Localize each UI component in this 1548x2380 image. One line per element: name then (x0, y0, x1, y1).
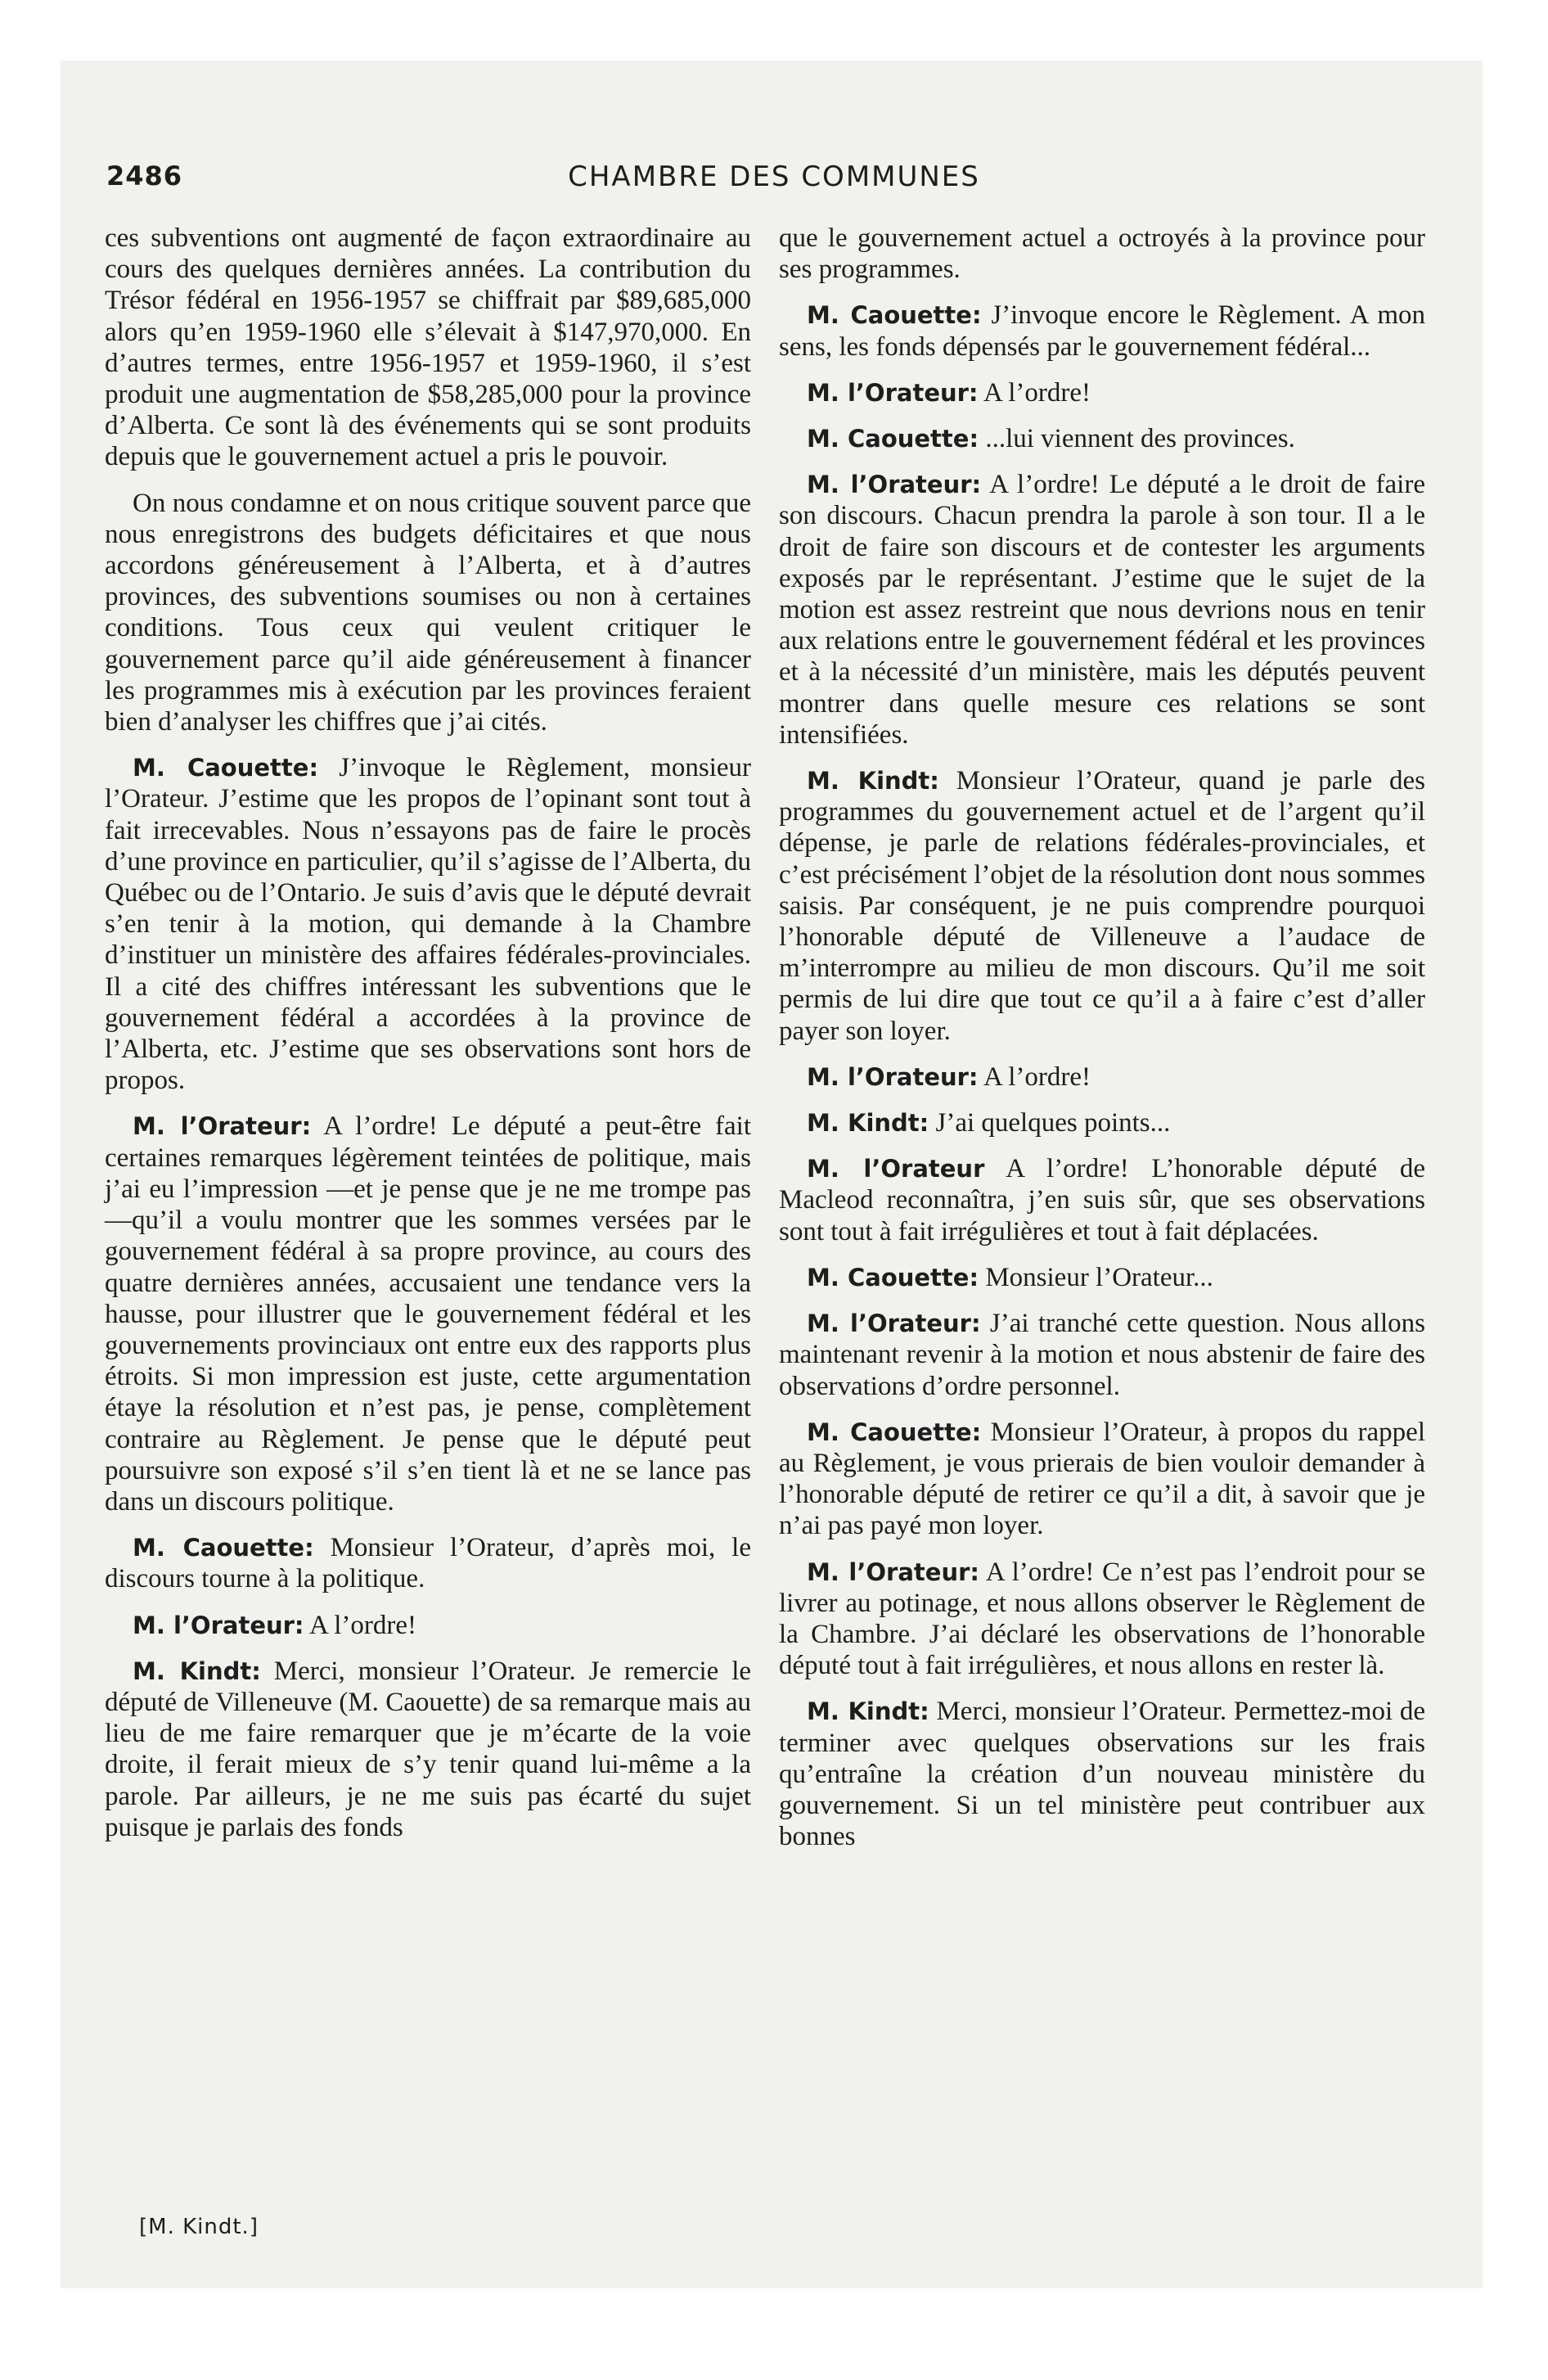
paragraph-text: A l’ordre! (983, 1062, 1091, 1092)
paragraph-text: Monsieur l’Orateur, quand je parle des programmes du gouvernement actuel et de l’argent qu’il dépense, je parle de relations fédérales-provinciales, et c’est précisément l’objet de la résolution dont nous sommes saisis. Par conséquent, je ne puis comprendre pourquoi l’honorable député de Villeneuve a l’audace de m’interrompre au milieu de mon discours. Qu’il me soit permis de lui dire que tout ce qu’il a à faire c’est d’aller payer son loyer. (779, 766, 1425, 1046)
paragraph-text: A l’ordre! L’honorable député de Macleod reconnaîtra, j’en suis sûr, que ses observations sont tout à fait irrégulières et tout à fait déplacées. (779, 1154, 1425, 1246)
right-column (779, 223, 1425, 1867)
speaker-name: M. Kindt: (807, 1697, 929, 1726)
paragraph-text: ces subventions ont augmenté de façon extraordinaire au cours des quelques dernières années. La contribution du Trésor fédéral en 1956-1957 se chiffrait par $89,685,000 alors qu’en 1959-1960 elle s’élevait à $147,970,000. En d’autres termes, entre 1956-1957 et 1959-1960, il s’est produit une augmentation de $58,285,000 pour la province d’Alberta. Ce sont là des événements qui se sont produits depuis que le gouvernement actuel a pris le pouvoir. (105, 223, 751, 472)
paragraph-text: Monsieur l’Orateur, à propos du rappel au Règlement, je vous prierais de bien vouloir demander à l’honorable député de retirer ce qu’il a dit, à savoir que je n’ai pas payé mon loyer. (779, 1417, 1425, 1541)
speaker-name: M. Kindt: (807, 767, 939, 796)
speaker-name: M. l’Orateur: (133, 1112, 312, 1141)
paragraph-text: A l’ordre! Le député a peut-être fait certaines remarques légèrement teintées de politique, mais j’ai eu l’impression —et je pense que je ne me trompe pas—qu’il a voulu montrer que les sommes versées par le gouvernement fédéral à sa propre province, au cours des quatre dernières années, accusaient une tendance vers la hausse, pour illustrer que le gouvernement fédéral et les gouvernements provinciaux ont entre eux des rapports plus étroits. Si mon impression est juste, cette argumentation étaye la résolution et n’est pas, je pense, complètement contraire au Règlement. Je pense que le député peut poursuivre son exposé s’il s’en tient là et ne se lance pas dans un discours politique. (105, 1111, 751, 1517)
paragraph (779, 765, 1425, 1047)
paragraph (779, 1062, 1425, 1093)
speaker-name: M. Kindt: (807, 1109, 929, 1138)
paragraph (779, 1696, 1425, 1852)
paragraph-text: A l’ordre! (983, 377, 1091, 408)
page-number: 2486 (106, 160, 183, 192)
speaker-name: M. l’Orateur: (807, 1557, 979, 1586)
speaker-name: M. l’Orateur: (133, 1611, 304, 1639)
paragraph (779, 300, 1425, 362)
paragraph (779, 469, 1425, 751)
paragraph (779, 1557, 1425, 1682)
speaker-name: M. Caouette: (807, 1418, 982, 1446)
paragraph (105, 1656, 751, 1843)
paragraph-text: Monsieur l’Orateur, d’après moi, le discours tourne à la politique. (105, 1533, 751, 1594)
running-head: CHAMBRE DES COMMUNES (568, 160, 980, 193)
paragraph (779, 1417, 1425, 1542)
paragraph (105, 223, 751, 473)
paragraph (779, 1107, 1425, 1138)
paragraph-text: Monsieur l’Orateur... (985, 1262, 1213, 1292)
paragraph (779, 423, 1425, 454)
left-column (105, 223, 751, 1858)
paragraph-text: J’ai quelques points... (935, 1108, 1171, 1138)
footer-speaker-note: [M. Kindt.] (139, 2215, 259, 2239)
paragraph-text: J’invoque encore le Règlement. A mon sens, les fonds dépensés par le gouvernement fédéral... (779, 300, 1425, 362)
paragraph-text: A l’ordre! (308, 1610, 417, 1640)
page-header (106, 160, 1442, 200)
speaker-name: M. Caouette: (807, 425, 979, 453)
paragraph (779, 1262, 1425, 1293)
paragraph-text: A l’ordre! Le député a le droit de faire son discours. Chacun prendra la parole à son tour. Il a le droit de faire son discours et de contester les arguments exposés par le représentant. J’estime que le sujet de la motion est assez restreint que nous devrions nous en tenir aux relations entre le gouvernement fédéral et les provinces et à la nécessité d’un ministère, mais les députés peuvent montrer dans quelle mesure ces relations se sont intensifiées. (779, 470, 1425, 750)
paragraph (105, 488, 751, 738)
paragraph (779, 223, 1425, 285)
paragraph-text: Merci, monsieur l’Orateur. Permettez-moi de terminer avec quelques observations sur les frais qu’entraîne la création d’un nouveau ministère du gouvernement. Si un tel ministère peut contribuer aux bonnes (779, 1697, 1426, 1852)
paragraph-text: A l’ordre! Ce n’est pas l’endroit pour se livrer au potinage, et nous allons observer le Règlement de la Chambre. J’ai déclaré les observations de l’honorable député tout à fait irrégulières, et nous allons en rester là. (779, 1557, 1425, 1681)
paragraph (105, 752, 751, 1096)
paragraph-text: ...lui viennent des provinces. (985, 424, 1295, 454)
speaker-name: M. Caouette: (807, 301, 982, 330)
paragraph-text: J’ai tranché cette question. Nous allons maintenant revenir à la motion et nous abstenir de faire des observations d’ordre personnel. (779, 1309, 1426, 1401)
speaker-name: M. l’Orateur: (807, 1309, 981, 1338)
speaker-name: M. l’Orateur: (807, 1062, 979, 1091)
speaker-name: M. l’Orateur: (807, 471, 982, 499)
paragraph-text: que le gouvernement actuel a octroyés à la province pour ses programmes. (779, 223, 1425, 285)
paragraph (105, 1610, 751, 1641)
speaker-name: M. Caouette: (133, 754, 319, 782)
speaker-name: M. l’Orateur (807, 1155, 985, 1183)
paragraph-text: J’invoque le Règlement, monsieur l’Orateur. J’estime que les propos de l’opinant sont tout à fait irrecevables. Nous n’essayons pas de faire le procès d’une province en particulier, qu’il s’agisse de l’Alberta, du Québec ou de l’Ontario. Je suis d’avis que le député devrait s’en tenir à la motion, qui demande à la Chambre d’instituer un ministère des affaires fédérales-provinciales. Il a cité des chiffres intéressant les subventions que le gouvernement fédéral a accordées à la province de l’Alberta, etc. J’estime que ses observations sont hors de propos. (105, 753, 751, 1096)
speaker-name: M. l’Orateur: (807, 378, 979, 407)
paragraph (779, 377, 1425, 408)
speaker-name: M. Kindt: (133, 1657, 261, 1685)
paragraph (779, 1308, 1425, 1402)
paragraph-text: Merci, monsieur l’Orateur. Je remercie le député de Villeneuve (M. Caouette) de sa remarque mais au lieu de me faire remarquer que je m’écarte de la voie droite, il ferait mieux de s’y tenir quand lui-même a la parole. Par ailleurs, je ne me suis pas écarté du sujet puisque je parlais des fonds (105, 1656, 752, 1842)
speaker-name: M. Caouette: (133, 1534, 314, 1562)
speaker-name: M. Caouette: (807, 1263, 979, 1291)
paragraph (105, 1111, 751, 1517)
paragraph (105, 1532, 751, 1594)
paragraph (779, 1153, 1425, 1247)
paragraph-text: On nous condamne et on nous critique souvent parce que nous enregistrons des budgets déficitaires et que nous accordons généreusement à l’Alberta, et à d’autres provinces, des subventions soumises ou non à certaines conditions. Tous ceux qui veulent critiquer le gouvernement parce qu’il aide généreusement à financer les programmes mis à exécution par les provinces feraient bien d’analyser les chiffres que j’ai cités. (105, 488, 751, 737)
